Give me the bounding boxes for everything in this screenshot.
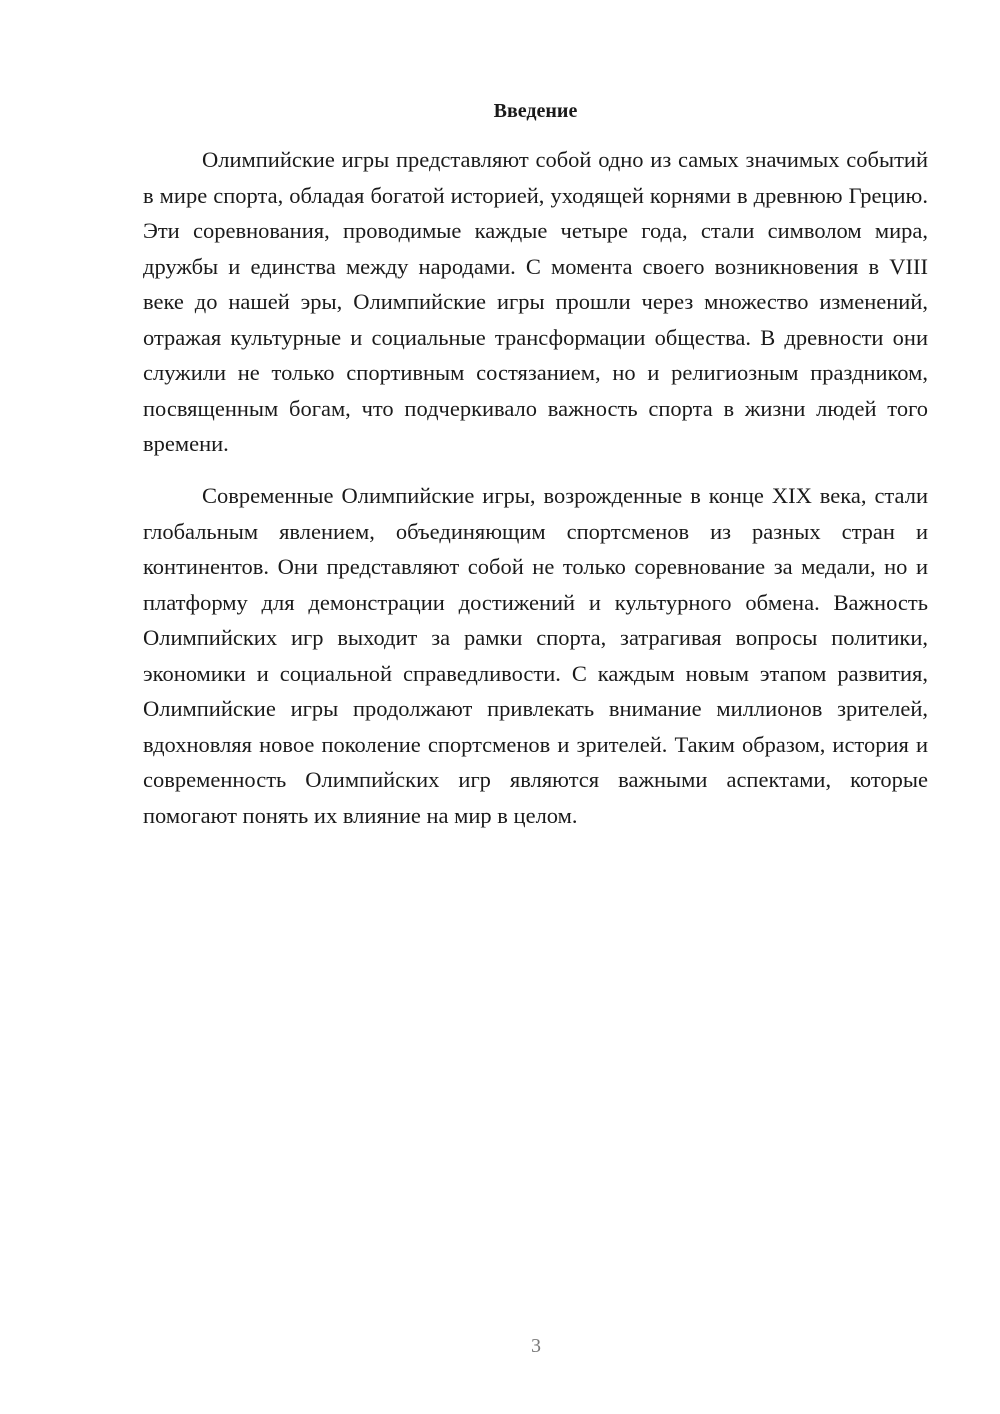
page-number: 3 [531, 1335, 541, 1357]
section-heading: Введение [493, 100, 578, 122]
paragraph-1: Олимпийские игры представляют собой одно из самых значимых событий в мире спорта, обладая богатой историей, уходящей корнями в древнюю Грецию. Эти соревнования, проводимые каждые четыре года, стали символом мира, дружбы и единства между народами. С момента своего возникновения в VIII веке до нашей эры, Олимпийские игры прошли через множество изменений, отражая культурные и социальные трансформации общества. В древности они служили не только спортивным состязанием, но и религиозным праздником, посвященным богам, что подчеркивало важность спорта в жизни людей того времени. [143, 147, 928, 456]
page-number-footer [0, 1333, 1000, 1359]
paragraph-2: Современные Олимпийские игры, возрожденные в конце XIX века, стали глобальным явлением, объединяющим спортсменов из разных стран и континентов. Они представляют собой не только соревнование за медали, но и платформу для демонстрации достижений и культурного обмена. Важность Олимпийских игр выходит за рамки спорта, затрагивая вопросы политики, экономики и социальной справедливости. С каждым новым этапом развития, Олимпийские игры продолжают привлекать внимание миллионов зрителей, вдохновляя новое поколение спортсменов и зрителей. Таким образом, история и современность Олимпийских игр являются важными аспектами, которые помогают понять их влияние на мир в целом. [143, 483, 928, 828]
